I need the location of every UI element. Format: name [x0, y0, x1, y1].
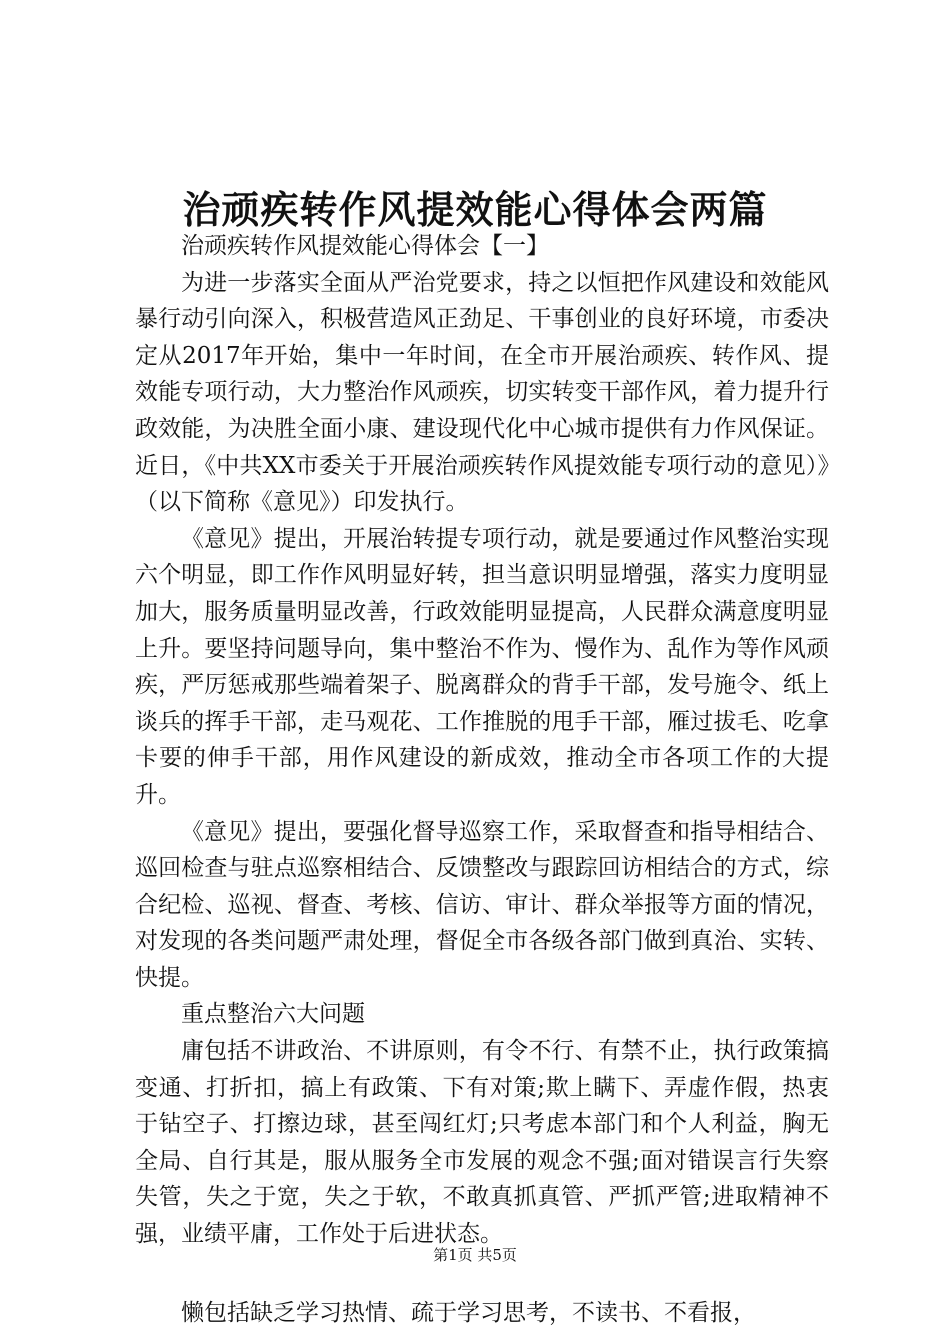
document-body: [135, 228, 829, 1331]
paragraph: 为进一步落实全面从严治党要求，持之以恒把作风建设和效能风暴行动引向深入，积极营造风正劲足、干事创业的良好环境，市委决定从2017年开始，集中一年时间，在全市开展治顽疾、转作风、提效能专项行动，大力整治作风顽疾，切实转变干部作风，着力提升行政效能，为决胜全面小康、建设现代化中心城市提供有力作风保证。近日，《中共XX市委关于开展治顽疾转作风提效能专项行动的意见）》（以下简称《意见》）印发执行。: [135, 269, 829, 516]
document-title: 治顽疾转作风提效能心得体会两篇: [182, 187, 768, 232]
paragraph: 懒包括缺乏学习热情、疏于学习思考，不读书、不看报，: [181, 1299, 756, 1326]
section-heading: 治顽疾转作风提效能心得体会【一】: [181, 233, 549, 259]
paragraph: 庸包括不讲政治、不讲原则，有令不行、有禁不止，执行政策搞变通、打折扣，搞上有政策、下有对策;欺上瞒下、弄虚作假，热衷于钻空子、打擦边球，甚至闯红灯;只考虑本部门和个人利益，胸无全局、自行其是，服从服务全市发展的观念不强;面对错误言行失察失管，失之于宽，失之于软，不敢真抓真管、严抓严管;进取精神不强，业绩平庸，工作处于后进状态。: [135, 1038, 829, 1248]
page-number-footer: 第1页 共5页: [433, 1246, 517, 1264]
subheading: 重点整治六大问题: [181, 1001, 365, 1028]
paragraph: 《意见》提出，要强化督导巡察工作，采取督查和指导相结合、巡回检查与驻点巡察相结合、反馈整改与跟踪回访相结合的方式，综合纪检、巡视、督查、考核、信访、审计、群众举报等方面的情况，对发现的各类问题严肃处理，督促全市各级各部门做到真治、实转、快提。: [135, 818, 829, 991]
paragraph: 《意见》提出，开展治转提专项行动，就是要通过作风整治实现六个明显，即工作作风明显好转，担当意识明显增强，落实力度明显加大，服务质量明显改善，行政效能明显提高，人民群众满意度明显上升。要坚持问题导向，集中整治不作为、慢作为、乱作为等作风顽疾，严厉惩戒那些端着架子、脱离群众的背手干部，发号施令、纸上谈兵的挥手干部，走马观花、工作推脱的甩手干部，雁过拔毛、吃拿卡要的伸手干部，用作风建设的新成效，推动全市各项工作的大提升。: [135, 525, 829, 808]
